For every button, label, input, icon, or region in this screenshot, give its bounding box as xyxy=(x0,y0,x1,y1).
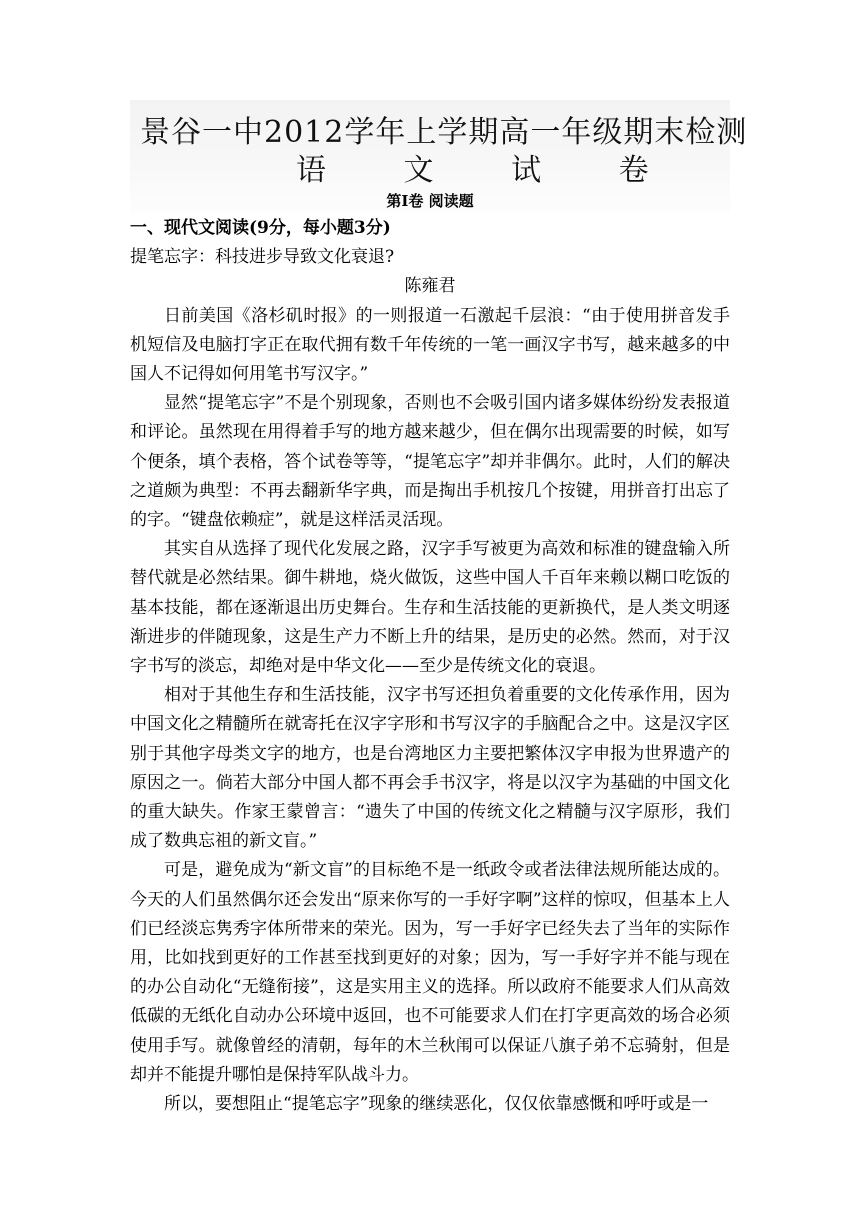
article-title: 提笔忘字：科技进步导致文化衰退? xyxy=(130,247,395,268)
paragraph: 日前美国《洛杉矶时报》的一则报道一石激起千层浪：“由于使用拼音发手机短信及电脑打字正在取代拥有数千年传统的一笔一画汉字书写，越来越多的中国人不记得如何用笔书写汉字。” xyxy=(130,305,730,385)
part-label: 第Ⅰ卷 阅读题 xyxy=(386,192,474,210)
article-author: 陈雍君 xyxy=(404,276,456,297)
exam-title: 景谷一中2012学年上学期高一年级期末检测 xyxy=(140,115,748,150)
section-heading: 一、现代文阅读(9分，每小题3分) xyxy=(130,218,391,238)
paragraph: 可是，避免成为“新文盲”的目标绝不是一纸政令或者法律法规所能达成的。今天的人们虽然偶尔还会发出“原来你写的一手好字啊”这样的惊叹，但基本上人们已经淡忘隽秀字体所带来的荣光。因为，写一手好字已经失去了当年的实际作用，比如找到更好的工作甚至找到更好的对象；因为，写一手好字并不能与现在的办公自动化“无缝衔接”，这是实用主义的选择。所以政府不能要求人们从高效低碳的无纸化自动办公环境中返回，也不可能要求人们在打字更高效的场合必须使用手写。就像曾经的清朝，每年的木兰秋闱可以保证八旗子弟不忘骑射，但是却并不能提升哪怕是保持军队战斗力。 xyxy=(130,860,730,1085)
exam-content xyxy=(130,214,730,1119)
paragraph: 所以，要想阻止“提笔忘字”现象的继续恶化，仅仅依靠感慨和呼吁或是一 xyxy=(164,1094,709,1115)
subject-title: 语 文 试 卷 xyxy=(296,153,683,188)
paragraph: 相对于其他生存和生活技能，汉字书写还担负着重要的文化传承作用，因为中国文化之精髓所在就寄托在汉字字形和书写汉字的手脑配合之中。这是汉字区别于其他字母类文字的地方，也是台湾地区力主要把繁体汉字申报为世界遗产的原因之一。倘若大部分中国人都不再会手书汉字，将是以汉字为基础的中国文化的重大缺失。作家王蒙曾言：“遗失了中国的传统文化之精髓与汉字原形，我们成了数典忘祖的新文盲。” xyxy=(130,685,730,852)
paragraph: 其实自从选择了现代化发展之路，汉字手写被更为高效和标准的键盘输入所替代就是必然结果。御牛耕地，烧火做饭，这些中国人千百年来赖以糊口吃饭的基本技能，都在逐渐退出历史舞台。生存和生活技能的更新换代，是人类文明逐渐进步的伴随现象，这是生产力不断上升的结果，是历史的必然。然而，对于汉字书写的淡忘，却绝对是中华文化——至少是传统文化的衰退。 xyxy=(130,539,730,677)
paragraph: 显然“提笔忘字”不是个别现象，否则也不会吸引国内诸多媒体纷纷发表报道和评论。虽然现在用得着手写的地方越来越少，但在偶尔出现需要的时候，如写个便条，填个表格，答个试卷等等，“提笔忘字”却并非偶尔。此时，人们的解决之道颇为典型：不再去翻新华字典，而是掏出手机按几个按键，用拼音打出忘了的字。“键盘依赖症”，就是这样活灵活现。 xyxy=(130,393,730,531)
